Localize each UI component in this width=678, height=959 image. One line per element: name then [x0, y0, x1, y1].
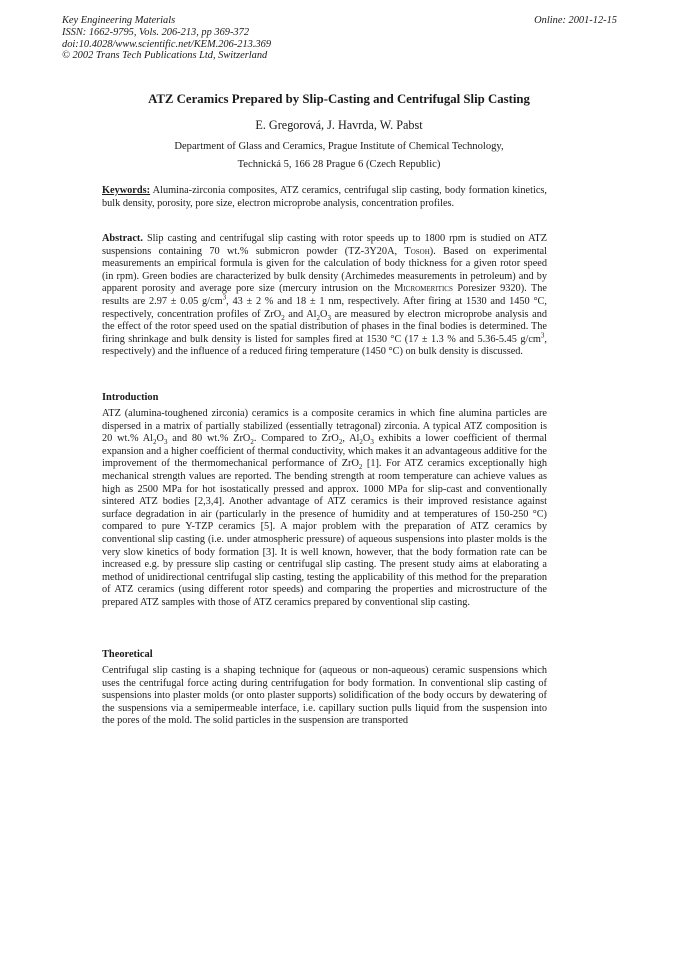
- journal-name: Key Engineering Materials: [62, 15, 176, 26]
- abstract-text-7: are measured by electron microprobe analysis and the effect of the rotor speed used on the spatial distribution of phases in the final bodies is determined. The firing shrinkage and bulk density is listed for samples fired at 1530 °C (17 ± 1.3 % and 5.36-5.45 g/cm: [102, 308, 548, 345]
- abstract-text-4: , 43 ± 2 % and 18 ± 1 nm, respectively. After firing at 1530 and 1450 °C, respectively, concentration profiles of ZrO: [102, 295, 548, 320]
- keywords-text: Alumina-zirconia composites, ATZ ceramics, centrifugal slip casting, body formation kinetics, bulk density, porosity, pore size, electron microprobe analysis, concentration profiles.: [102, 185, 547, 209]
- intro-text-1: ATZ (alumina-toughened zirconia) ceramics is a composite ceramics in which fine alumina particles are dispersed in a matrix of partially stabilized (essentially tetragonal) zirconia. A typical ATZ composition is 20 wt.% Al: [102, 408, 547, 445]
- intro-sub-4: 2: [338, 438, 343, 447]
- micromeritics-name: Micromeritics: [394, 283, 453, 295]
- abstract-sub-1: 2: [281, 313, 285, 322]
- abstract-paragraph: [102, 233, 547, 359]
- intro-text-7: exhibits a lower coefficient of thermal expansion and a higher coefficient of thermal conductivity, which makes it an advantageous additive for the improvement of the thermomechanical performance of ZrO: [102, 433, 547, 470]
- introduction-paragraph: [102, 408, 547, 610]
- intro-sub-7: 2: [358, 463, 363, 472]
- keywords-paragraph: [102, 185, 547, 210]
- paper-title: ATZ Ceramics Prepared by Slip-Casting and Centrifugal Slip Casting: [148, 92, 530, 106]
- abstract-text-6: O: [320, 308, 328, 320]
- affiliation: [0, 138, 678, 174]
- theoretical-heading: Theoretical: [102, 649, 153, 660]
- theoretical-paragraph: Centrifugal slip casting is a shaping technique for (aqueous or non-aqueous) ceramic suspensions which uses the centrifugal force acting during centrifugation for body formation. In conventional slip casting of suspensions into plaster molds (or onto plaster supports) solidification of the body occurs by dewatering of the suspensions via a semipermeable interface, i.e. capillary suction pulls liquid from the suspension into the pores of the mold. The solid particles in the suspension are transported: [102, 665, 547, 727]
- abstract-text-1: Slip casting and centrifugal slip casting with rotor speeds up to 1800 rpm is studied on ATZ suspensions containing 70 wt.% submicron powder (TZ-3Y20A,: [102, 233, 548, 257]
- abstract-sup-2: 3: [540, 331, 545, 340]
- intro-text-8: [1]. For ATZ ceramics exceptionally high mechanical strength values are reported. The bending strength at room temperature can achieve values as high as 2500 MPa for hot isostatically pressed and approx. 1000 MPa for slip-cast and conventionally sintered ATZ bodies [2,3,4]. Another advantage of ATZ ceramics is their improved resistance against surface degradation in air (particularly in the presence of humidity and at temperatures of 150-250 °C) compared to pure Y-TZP ceramics [5]. A major problem with the preparation of ATZ ceramics by conventional slip casting (i.e. under atmospheric pressure) of aqueous suspensions into plaster molds is the very slow kinetics of body formation [3]. It is well known, however, that the body formation rate can be increased e.g. by pressure slip casting or centrifugal slip casting. The present study aims at elaborating a method of unidirectional centrifugal slip casting, testing the applicability of this method for the preparation of ATZ ceramics (using different rotor speeds) and comparing the properties and microstructure of the prepared ATZ samples with those of ATZ ceramics prepared by conventional slip casting.: [102, 458, 547, 608]
- abstract-text-3: Poresizer 9320). The results are 2.97 ± 0.05 g/cm: [102, 283, 547, 307]
- issn-line: ISSN: 1662-9795, Vols. 206-213, pp 369-372: [62, 26, 250, 38]
- abstract-text-2: ). Based on experimental measurements an empirical formula is given for the calculation of body thickness for a given rotor speed (in rpm). Green bodies are characterized by bulk density (Archimedes measurements in petroleum) and by apparent porosity and average pore size (mercury intrusion on the: [102, 245, 547, 295]
- intro-sub-3: 2: [250, 438, 254, 447]
- online-date: Online: 2001-12-15: [534, 15, 617, 26]
- tosoh-name: Tosoh: [404, 245, 430, 257]
- affiliation-line-1: Department of Glass and Ceramics, Prague Institute of Chemical Technology,: [174, 141, 504, 152]
- intro-sub-5: 2: [359, 438, 363, 447]
- intro-text-5: , Al: [342, 433, 360, 445]
- intro-text-3: and 80 wt.% ZrO: [167, 433, 251, 445]
- abstract-sub-3: 3: [327, 313, 331, 322]
- authors: E. Gregorová, J. Havrda, W. Pabst: [255, 118, 423, 132]
- introduction-heading: Introduction: [102, 392, 159, 403]
- abstract-text-5: and Al: [284, 308, 317, 320]
- intro-text-2: O: [156, 433, 164, 445]
- abstract-label: Abstract.: [102, 233, 143, 244]
- intro-sub-1: 2: [153, 438, 157, 447]
- abstract-sup-1: 3: [222, 293, 227, 302]
- doi-line: doi:10.4028/www.scientific.net/KEM.206-213.369: [62, 38, 272, 50]
- journal-header: [62, 15, 617, 62]
- keywords-label: Keywords:: [102, 185, 151, 196]
- intro-sub-2: 3: [163, 438, 168, 447]
- copyright-line: © 2002 Trans Tech Publications Ltd, Switzerland: [62, 50, 268, 62]
- intro-text-4: . Compared to ZrO: [253, 433, 339, 445]
- affiliation-line-2: Technická 5, 166 28 Prague 6 (Czech Republic): [237, 159, 441, 170]
- intro-sub-6: 3: [370, 438, 374, 447]
- abstract-sub-2: 2: [316, 313, 320, 322]
- abstract-text-8: , respectively) and the influence of a reduced firing temperature (1450 °C) on bulk density is discussed.: [102, 333, 547, 358]
- intro-text-6: O: [362, 433, 371, 445]
